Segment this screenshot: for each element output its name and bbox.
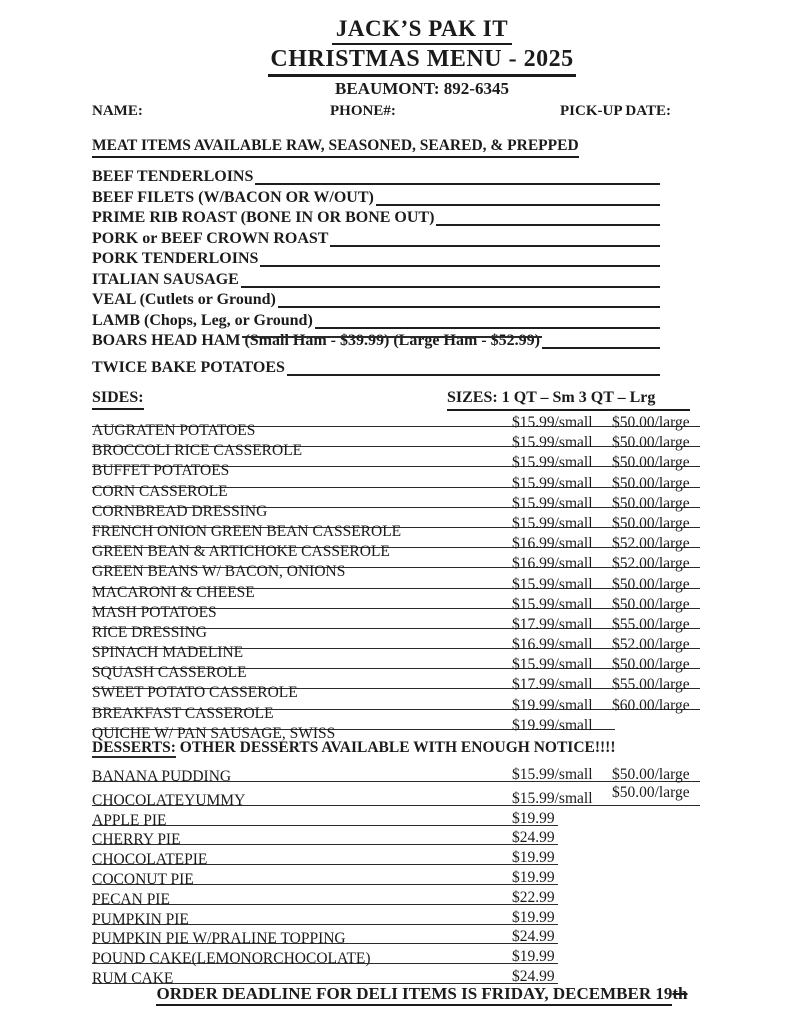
side-price-small: $16.99/small — [512, 636, 593, 654]
side-price-large: $50.00/large — [612, 454, 690, 472]
meat-item-label: PORK or BEEF CROWN ROAST — [92, 229, 329, 247]
side-item-label: AUGRATEN POTATOES — [92, 422, 256, 439]
pickup-date-label: PICK-UP DATE: — [560, 103, 671, 119]
side-price-small: $15.99/small — [512, 656, 593, 674]
side-price-small: $16.99/small — [512, 555, 593, 573]
side-price-small: $15.99/small — [512, 474, 593, 492]
meat-item-price-note: (Small Ham - $39.99) (Large Ham - $52.99) — [244, 331, 540, 352]
side-item-label: QUICHE W/ PAN SAUSAGE, SWISS — [92, 724, 336, 742]
meat-item-label: ITALIAN SAUSAGE — [92, 270, 239, 288]
side-price-small: $15.99/small — [512, 575, 593, 593]
dessert-price-small: $19.99 — [512, 908, 555, 926]
side-item-label: SPINACH MADELINE — [92, 644, 244, 662]
side-price-small: $19.99/small — [512, 716, 593, 734]
side-row — [92, 595, 700, 621]
order-deadline-line — [92, 984, 752, 1004]
sides-list — [92, 414, 700, 742]
side-price-large: $55.00/large — [612, 615, 690, 633]
side-row — [92, 454, 700, 480]
document-header — [92, 16, 752, 99]
meat-item-row — [92, 249, 660, 270]
side-price-large: $50.00/large — [612, 474, 690, 492]
side-row — [92, 555, 700, 581]
dessert-price-small: $22.99 — [512, 888, 555, 906]
side-item-label: BROCCOLI RICE CASSEROLE — [92, 442, 303, 460]
dessert-price-small: $19.99 — [512, 868, 555, 886]
fill-in-blank — [278, 290, 660, 311]
order-deadline-suffix: th — [672, 984, 688, 1003]
fill-in-blank — [542, 331, 660, 352]
side-price-large: $50.00/large — [612, 575, 690, 593]
dessert-item-label: CHERRY PIE — [92, 831, 181, 849]
side-row — [92, 636, 700, 662]
side-price-large: $60.00/large — [612, 696, 690, 714]
sizes-heading: SIZES: 1 QT – Sm 3 QT – Lrg — [447, 389, 690, 411]
dessert-price-large: $50.00/large — [612, 783, 690, 801]
side-price-large: $50.00/large — [612, 434, 690, 452]
side-item-label: RICE DRESSING — [92, 623, 207, 641]
dessert-price-small: $19.99 — [512, 849, 555, 867]
meat-item-label: TWICE BAKE POTATOES — [92, 358, 285, 376]
side-row — [92, 535, 700, 561]
side-row — [92, 494, 700, 520]
dessert-price-small: $19.99 — [512, 809, 555, 827]
side-item-label: MACARONI & CHEESE — [92, 583, 255, 601]
meat-item-label: VEAL (Cutlets or Ground) — [92, 291, 276, 308]
phone-label: PHONE#: — [330, 103, 396, 119]
side-price-large: $52.00/large — [612, 636, 690, 654]
dessert-item-label: POUND CAKE(LEMONORCHOCOLATE) — [92, 950, 371, 968]
side-price-small: $16.99/small — [512, 535, 593, 553]
side-price-small: $17.99/small — [512, 615, 593, 633]
desserts-heading-word: DESSERTS: — [92, 739, 176, 756]
side-row — [92, 514, 700, 540]
fill-in-blank — [376, 188, 660, 209]
side-price-small: $15.99/small — [512, 454, 593, 472]
side-price-large: $52.00/large — [612, 535, 690, 553]
dessert-item-label: CHOCOLATEPIE — [92, 851, 208, 869]
dessert-price-small: $24.99 — [512, 928, 555, 946]
meat-item-label: BOARS HEAD HAM — [92, 332, 245, 349]
dessert-row — [92, 905, 700, 928]
dessert-price-small: $24.99 — [512, 829, 555, 847]
dessert-price-small: $24.99 — [512, 967, 555, 985]
side-price-large: $50.00/large — [612, 414, 690, 431]
side-price-small: $19.99/small — [512, 696, 593, 714]
side-price-large: $50.00/large — [612, 514, 690, 532]
side-row — [92, 474, 700, 500]
meat-item-row — [92, 358, 660, 379]
side-price-large: $52.00/large — [612, 555, 690, 573]
dessert-price-small: $15.99/small — [512, 789, 593, 807]
side-price-large: $50.00/large — [612, 595, 690, 613]
dessert-price-large: $50.00/large — [612, 765, 690, 783]
side-price-small: $15.99/small — [512, 595, 593, 613]
side-row — [92, 696, 700, 722]
side-item-label: FRENCH ONION GREEN BEAN CASSEROLE — [92, 522, 402, 540]
side-row — [92, 656, 700, 682]
meat-item-label: PRIME RIB ROAST (BONE IN OR BONE OUT) — [92, 209, 435, 226]
dessert-item-label: COCONUT PIE — [92, 870, 194, 888]
side-row — [92, 615, 700, 641]
fill-in-blank — [315, 311, 660, 332]
sides-heading: SIDES: — [92, 389, 144, 410]
dessert-row — [92, 865, 700, 888]
dessert-row — [92, 806, 700, 829]
meat-section-heading: MEAT ITEMS AVAILABLE RAW, SEASONED, SEARED, & PREPPED — [92, 137, 579, 158]
name-label: NAME: — [92, 103, 143, 119]
side-price-large: $55.00/large — [612, 676, 690, 694]
meat-item-row — [92, 229, 660, 250]
fill-in-blank — [330, 229, 660, 250]
side-item-label: MASH POTATOES — [92, 603, 217, 621]
desserts-heading — [92, 739, 616, 757]
side-item-label: GREEN BEANS W/ BACON, ONIONS — [92, 563, 346, 581]
meat-item-row — [92, 311, 660, 332]
meat-item-label: PORK TENDERLOINS — [92, 250, 259, 267]
fill-in-blank — [255, 167, 660, 188]
side-row — [92, 575, 700, 601]
location-phone-line: BEAUMONT: 892-6345 — [335, 79, 509, 98]
meat-item-row — [92, 188, 660, 209]
order-deadline-text: ORDER DEADLINE FOR DELI ITEMS IS FRIDAY, DECEMBER 19 — [156, 984, 672, 1006]
meat-item-label: BEEF TENDERLOINS — [92, 168, 254, 185]
side-item-label: CORNBREAD DRESSING — [92, 502, 268, 520]
side-item-label: SQUASH CASSEROLE — [92, 664, 247, 682]
side-price-large: $50.00/large — [612, 656, 690, 674]
side-price-small: $15.99/small — [512, 414, 593, 431]
fill-in-blank — [260, 249, 660, 270]
fill-in-blank — [287, 358, 660, 379]
side-item-label: CORN CASSEROLE — [92, 482, 228, 500]
fill-in-blank — [241, 270, 660, 291]
dessert-row — [92, 964, 700, 987]
dessert-item-label: PUMPKIN PIE W/PRALINE TOPPING — [92, 930, 346, 948]
side-price-small: $15.99/small — [512, 514, 593, 532]
side-row — [92, 414, 700, 439]
menu-subtitle: CHRISTMAS MENU - 2025 — [268, 46, 575, 77]
meat-item-row — [92, 290, 660, 311]
dessert-item-label: BANANA PUDDING — [92, 767, 232, 785]
dessert-item-label: RUM CAKE — [92, 969, 174, 987]
desserts-heading-note: OTHER DESSERTS AVAILABLE WITH ENOUGH NOTICE!!!! — [175, 739, 616, 756]
dessert-item-label: APPLE PIE — [92, 811, 167, 829]
side-row — [92, 434, 700, 460]
side-price-small: $17.99/small — [512, 676, 593, 694]
desserts-list — [92, 762, 700, 987]
meat-item-label: BEEF FILETS (W/BACON OR W/OUT) — [92, 188, 374, 206]
dessert-price-small: $19.99 — [512, 948, 555, 966]
side-price-small: $15.99/small — [512, 494, 593, 512]
meat-item-label: LAMB (Chops, Leg, or Ground) — [92, 311, 313, 329]
side-price-small: $15.99/small — [512, 434, 593, 452]
side-item-label: SWEET POTATO CASSEROLE — [92, 684, 298, 702]
fill-in-blank — [436, 208, 660, 229]
page-title: JACK’S PAK IT — [332, 16, 512, 45]
dessert-row — [92, 925, 700, 948]
dessert-row — [92, 944, 700, 968]
meat-item-row — [92, 331, 660, 352]
meat-items-list — [92, 167, 660, 378]
dessert-row — [92, 885, 700, 908]
side-row — [92, 676, 700, 702]
meat-item-row — [92, 270, 660, 291]
dessert-item-label: PUMPKIN PIE — [92, 910, 189, 928]
dessert-row — [92, 826, 700, 849]
dessert-row — [92, 782, 700, 809]
dessert-item-label: CHOCOLATEYUMMY — [92, 791, 246, 809]
dessert-item-label: PECAN PIE — [92, 890, 170, 908]
side-item-label: GREEN BEAN & ARTICHOKE CASSEROLE — [92, 543, 390, 561]
meat-item-row — [92, 208, 660, 229]
side-item-label: BUFFET POTATOES — [92, 462, 230, 480]
side-item-label: BREAKFAST CASSEROLE — [92, 704, 274, 722]
dessert-row — [92, 845, 700, 869]
side-price-large: $50.00/large — [612, 494, 690, 512]
dessert-price-small: $15.99/small — [512, 765, 593, 783]
meat-item-row — [92, 167, 660, 188]
dessert-row — [92, 762, 700, 785]
